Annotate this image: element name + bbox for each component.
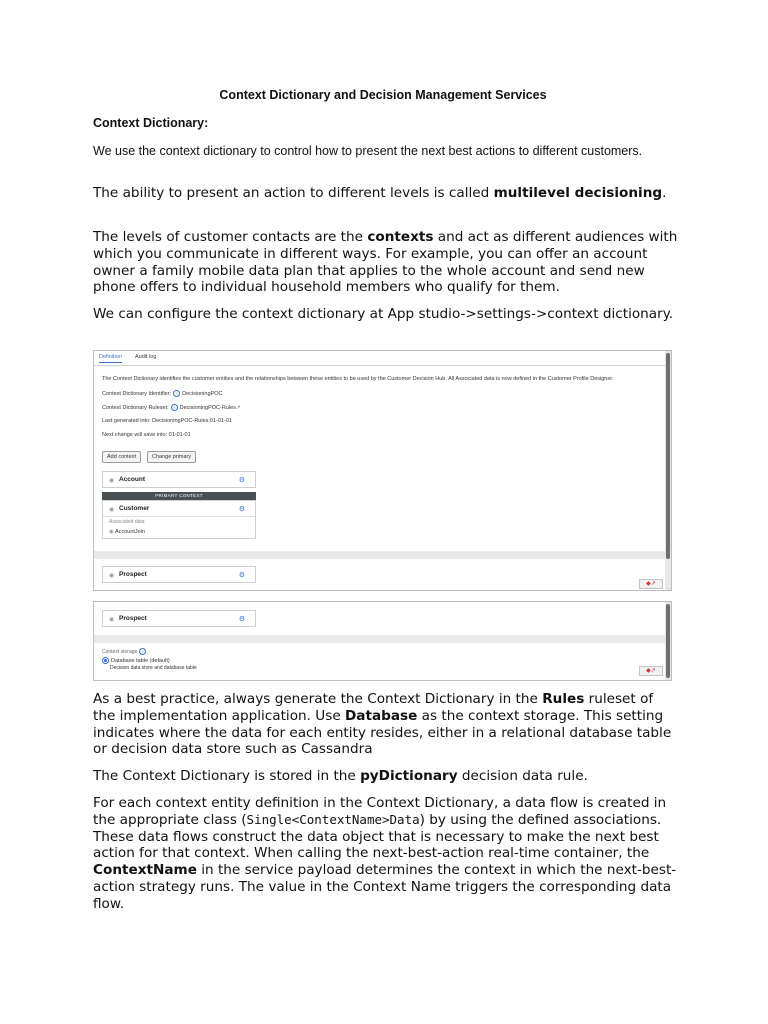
intro-paragraph: We use the context dictionary to control how to present the next best actions to different customers. [93,144,643,158]
widget-icons[interactable]: ◆↗ [639,579,663,589]
customer-label: Customer [119,505,150,512]
account-label: Account [119,476,145,483]
gear-icon[interactable]: ⚙ [238,616,245,623]
description-text: The Context Dictionary identifies the customer entities and the relationships between these entities to be used by the Customer Decision Hub. All Associated data is now defined in the Customer Profile Designer. [102,376,614,382]
external-link-icon[interactable]: ↗ [235,404,241,411]
radio-selected-icon[interactable] [102,657,109,664]
prospect-label: Prospect [119,615,147,622]
radio-sublabel: Decision data store and database table [110,665,197,671]
section-heading: Context Dictionary: [93,116,209,130]
tab-bar [94,351,665,366]
context-storage-screenshot [93,601,672,681]
last-generated-text: Last generated into: DecisioningPOC-Rules:01-01-01 [102,418,232,424]
section-divider [94,635,665,643]
help-icon[interactable]: ? [171,404,178,411]
gear-icon[interactable]: ⚙ [238,572,245,579]
context-storage-label: Context storage ? [102,648,148,655]
associated-data-label: Associated data [109,519,145,525]
eye-icon: ◉ [109,617,115,623]
levels-paragraph: The levels of customer contacts are the contexts and act as different audiences with which you communicate in different ways. For example, you can offer an account owner a family mobile data plan that applies to the whole account and send new phone offers to individual household members who qualify for them. [93,229,678,296]
best-practice-paragraph: As a best practice, always generate the Context Dictionary in the Rules ruleset of the implementation application. Use Database as the context storage. This setting indicates where the data for each entity resides, either in a relational database table or decision data store such as Cassandra [93,691,672,758]
primary-context-bar: PRIMARY CONTEXT [102,492,256,500]
scrollbar[interactable] [665,602,671,680]
scrollbar[interactable] [665,351,671,590]
help-icon[interactable]: ? [139,648,146,655]
tab-definition[interactable]: Definition [99,354,122,363]
change-primary-button[interactable]: Change primary [147,451,196,463]
context-dictionary-screenshot [93,350,672,591]
gear-icon[interactable]: ⚙ [238,477,245,484]
account-context-card[interactable] [102,471,256,488]
prospect-context-card[interactable] [102,566,256,583]
ruleset-row: Context Dictionary Ruleset: ? DecisioningPOC-Rules↗ [102,404,241,411]
prospect-label: Prospect [119,571,147,578]
database-table-radio[interactable]: Database table (default) [102,657,170,664]
widget-icons[interactable]: ◆↗ [639,666,663,676]
identifier-row: Context Dictionary Identifier: ? DecisioningPOC [102,390,223,397]
prospect-context-card[interactable] [102,610,256,627]
tab-audit-log[interactable]: Audit log [135,354,157,360]
multilevel-paragraph: The ability to present an action to different levels is called multilevel decisioning. [93,185,667,201]
eye-icon: ◉ [109,507,115,513]
eye-icon: ◉ [109,478,115,484]
eye-icon: ◉ [109,573,115,579]
next-change-text: Next change will save into: 01-01-01 [102,432,191,438]
stored-paragraph: The Context Dictionary is stored in the pyDictionary decision data rule. [93,768,588,784]
help-icon[interactable]: ? [173,390,180,397]
customer-context-card[interactable] [102,500,256,539]
data-flow-paragraph: For each context entity definition in the Context Dictionary, a data flow is created in the appropriate class (Single<ContextName>Data) by using the defined associations. These data flows construct the data object that is necessary to make the next best action for that context. When calling the next-best-action real-time container, the ContextName in the service payload determines the context in which the next-best-action strategy runs. The value in the Context Name triggers the corresponding data flow. [93,795,677,912]
add-context-button[interactable]: Add context [102,451,141,463]
configure-paragraph: We can configure the context dictionary at App studio->settings->context dictionary. [93,306,674,322]
section-divider [94,551,665,559]
account-join-item: ◉ AccountJoin [109,529,145,535]
document-title: Context Dictionary and Decision Management Services [219,88,547,102]
gear-icon[interactable]: ⚙ [238,506,245,513]
